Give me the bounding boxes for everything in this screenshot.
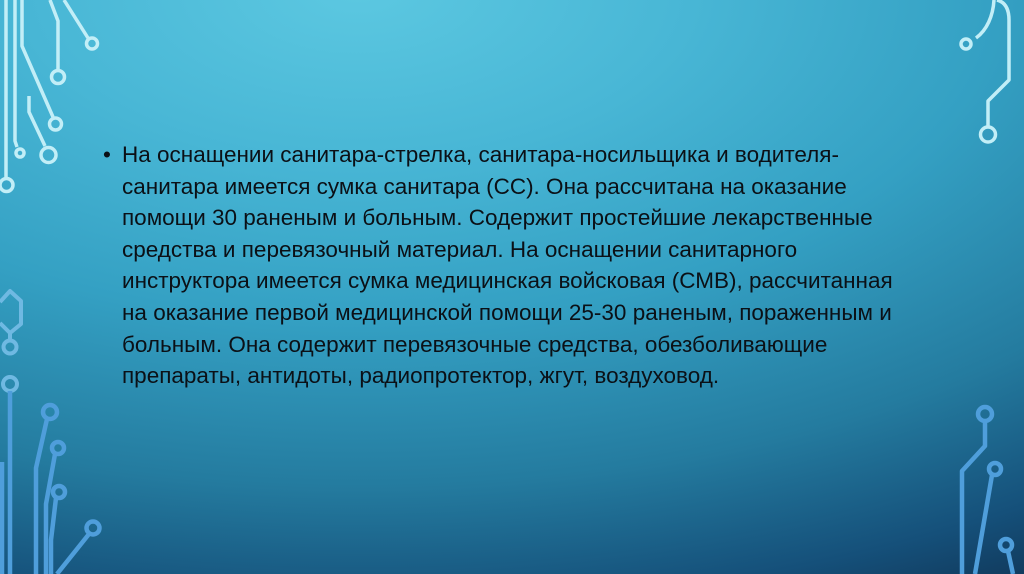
circuit-decoration-top-right <box>961 0 1009 142</box>
bullet-text: На оснащении санитара-стрелка, санитара-носильщика и водителя-санитара имеется сумка санитара (СС). Она рассчитана на оказание помощи 30 раненым и больным. Содержит простейшие лекарственные средства и перевязочный материал. На оснащении санитарного инструктора имеется сумка медицинская войсковая (СМВ), рассчитанная на оказание первой медицинской помощи 25-30 раненым, пораженным и больным. Она содержит перевязочные средства, обезболивающие препараты, антидоты, радиопротектор, жгут, воздуховод. <box>122 142 893 389</box>
circuit-decoration-top-left <box>0 0 98 192</box>
circuit-decoration-bottom-left <box>0 291 100 574</box>
circuit-decoration-bottom-right <box>962 407 1013 574</box>
bullet-marker: • <box>103 142 111 167</box>
bullet-item <box>103 139 917 392</box>
